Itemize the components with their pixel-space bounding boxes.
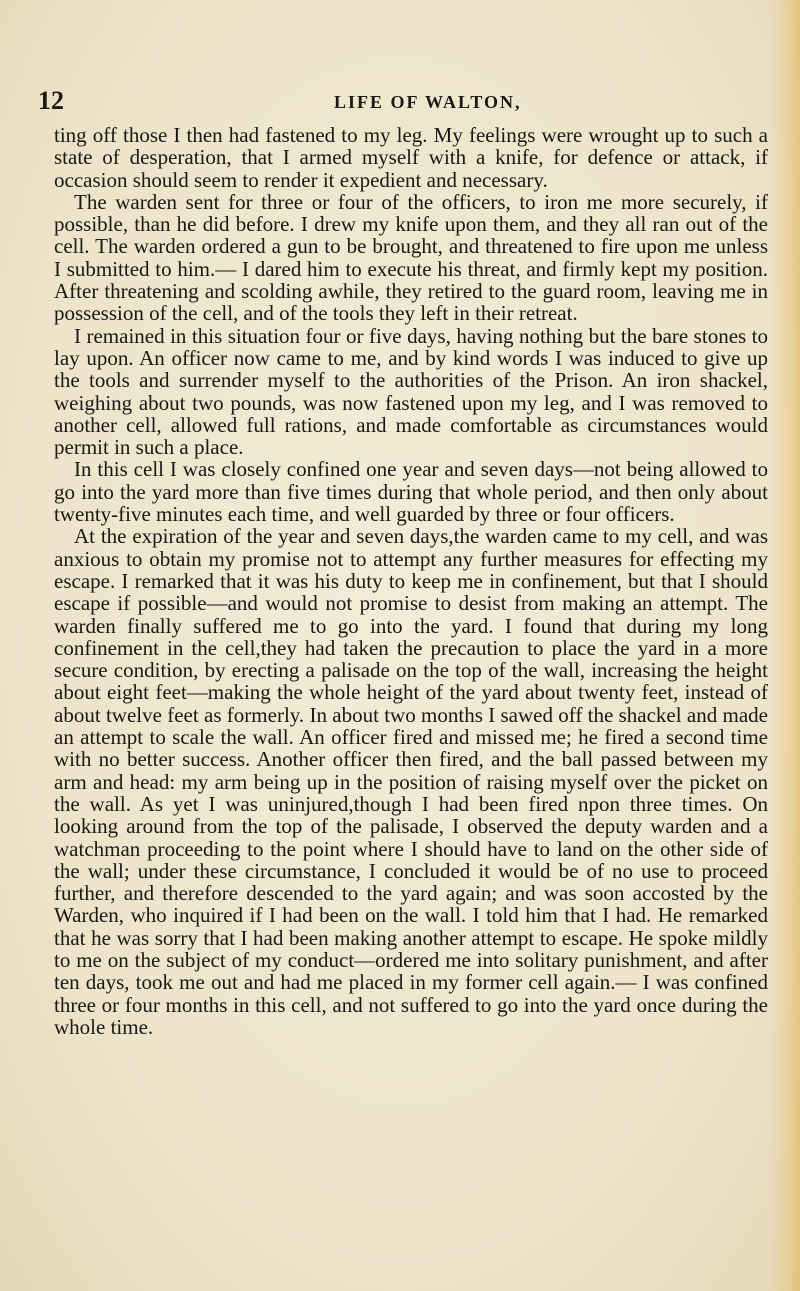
paragraph: At the expiration of the year and seven days,the warden came to my cell, and was anxious to obtain my promise not to attempt any further measures for effecting my escape. I remarked that it was his duty to keep me in confinement, but that I should escape if possible—and would not promise to desist from making an attempt. The warden finally suffered me to go into the yard. I found that during my long confinement in the cell,they had taken the precaution to place the yard in a more secure condition, by erecting a palisade on the top of the wall, increasing the height about eight feet—making the whole height of the yard about twenty feet, instead of about twelve feet as formerly. In about two months I sawed off the shackel and made an attempt to scale the wall. An officer fired and missed me; he fired a second time with no better success. Another officer then fired, and the ball passed between my arm and head: my arm being up in the position of raising myself over the picket on the wall. As yet I was uninjured,though I had been fired npon three times. On looking around from the top of the palisade, I observed the deputy warden and a watchman proceeding to the point where I should have to land on the other side of the wall; under these circumstance, I concluded it would be of no use to proceed further, and therefore descended to the yard again; and was soon accosted by the Warden, who inquired if I had been on the wall. I told him that I had. He remarked that he was sorry that I had been making another attempt to escape. He spoke mildly to me on the subject of my conduct—ordered me into solitary punishment, and after ten days, took me out and had me placed in my former cell again.— I was confined three or four months in this cell, and not suffered to go into the yard once during the whole time. <box>54 524 768 1039</box>
page-number: 12 <box>38 86 64 115</box>
page-header <box>38 86 763 122</box>
page-edge-stain <box>770 0 800 1291</box>
paragraph: In this cell I was closely confined one year and seven days—not being allowed to go into the yard more than five times during that whole period, and then only about twenty-five minutes each time, and well guarded by three or four officers. <box>54 457 768 527</box>
running-title: LIFE OF WALTON, <box>334 92 522 112</box>
body-text <box>54 124 768 1038</box>
paragraph: ting off those I then had fastened to my leg. My feelings were wrought up to such a state of desperation, that I armed myself with a knife, for defence or attack, if occasion should seem to render it expedient and necessary. <box>54 123 768 192</box>
paragraph: I remained in this situation four or five days, having nothing but the bare stones to lay upon. An officer now came to me, and by kind words I was induced to give up the tools and surrender myself to the authorities of the Prison. An iron shackel, weighing about two pounds, was now fastened upon my leg, and I was removed to another cell, allowed full rations, and made comfortable as circumstances would permit in such a place. <box>54 323 768 460</box>
paragraph: The warden sent for three or four of the officers, to iron me more securely, if possible, than he did before. I drew my knife upon them, and they all ran out of the cell. The warden ordered a gun to be brought, and threatened to fire upon me unless I submitted to him.— I dared him to execute his threat, and firmly kept my position. After threatening and scolding awhile, they retired to the guard room, leaving me in possession of the cell, and of the tools they left in their retreat. <box>54 189 768 326</box>
